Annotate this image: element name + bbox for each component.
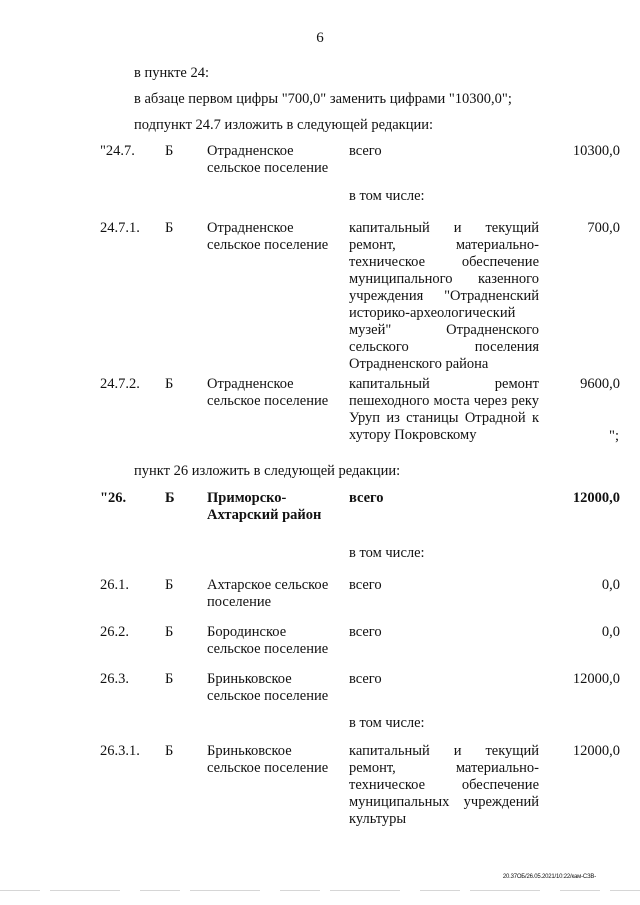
- row-municipality: Бриньковское сельское поселение: [207, 671, 329, 704]
- row-number: 24.7.1.: [100, 220, 140, 236]
- closing-quote: ";: [609, 428, 619, 444]
- row-amount: 9600,0: [580, 376, 620, 392]
- in-that-number-label: в том числе:: [349, 188, 425, 204]
- row-amount: 12000,0: [572, 743, 620, 759]
- page-number: 6: [316, 30, 324, 46]
- row-number: 24.7.2.: [100, 376, 140, 392]
- row-number: 26.1.: [100, 577, 129, 593]
- row-municipality: Отрадненское сельское поселение: [207, 143, 329, 176]
- row-category: Б: [165, 624, 174, 640]
- row-description: всего: [349, 490, 384, 506]
- row-municipality: Приморско-Ахтарский район: [207, 490, 322, 523]
- row-category: Б: [165, 490, 175, 506]
- row-category: Б: [165, 577, 174, 593]
- row-number: 26.2.: [100, 624, 129, 640]
- row-amount: 700,0: [587, 220, 620, 236]
- row-description: всего: [349, 624, 382, 640]
- row-description: всего: [349, 577, 382, 593]
- row-municipality: Бородинское сельское поселение: [207, 624, 329, 657]
- row-category: Б: [165, 220, 174, 236]
- row-number: "24.7.: [100, 143, 135, 159]
- row-municipality: Ахтарское сельское поселение: [207, 577, 329, 610]
- row-amount: 10300,0: [572, 143, 620, 159]
- row-number: 26.3.1.: [100, 743, 140, 759]
- document-code: 20.37ОБ/26.05.2021/10:22/кам-СЗВ-: [502, 874, 596, 880]
- row-category: Б: [165, 671, 174, 687]
- row-description: капитальный ремонт пешеходного моста через реку Уруп из станицы Отрадной к хутору Покровскому: [349, 376, 539, 443]
- in-that-number-label: в том числе:: [349, 715, 425, 731]
- intro-line-2: в абзаце первом цифры "700,0" заменить цифрами "10300,0";: [134, 91, 512, 107]
- row-amount: 12000,0: [572, 490, 620, 506]
- row-municipality: Отрадненское сельское поселение: [207, 376, 329, 409]
- row-category: Б: [165, 376, 174, 392]
- row-municipality: Бриньковское сельское поселение: [207, 743, 329, 776]
- row-amount: 12000,0: [572, 671, 620, 687]
- row-description: капитальный и текущий ремонт, материально-техническое обеспечение муниципального казенного учреждения "Отрадненский историко-археологический музей" Отрадненского сельского поселения Отрадненского района: [349, 220, 539, 372]
- row-amount: 0,0: [601, 577, 620, 593]
- row-category: Б: [165, 143, 174, 159]
- row-description: всего: [349, 671, 382, 687]
- scan-edge-line: [0, 890, 640, 891]
- row-number: 26.3.: [100, 671, 129, 687]
- intro-line-3: подпункт 24.7 изложить в следующей редакции:: [134, 117, 434, 133]
- in-that-number-label: в том числе:: [349, 545, 425, 561]
- row-category: Б: [165, 743, 174, 759]
- row-amount: 0,0: [601, 624, 620, 640]
- intro-line-1: в пункте 24:: [134, 65, 210, 81]
- row-description: всего: [349, 143, 382, 159]
- row-description: капитальный и текущий ремонт, материально-техническое обеспечение муниципальных учреждений культуры: [349, 743, 539, 827]
- row-number: "26.: [100, 490, 127, 506]
- para26-intro: пункт 26 изложить в следующей редакции:: [134, 463, 401, 479]
- row-municipality: Отрадненское сельское поселение: [207, 220, 329, 253]
